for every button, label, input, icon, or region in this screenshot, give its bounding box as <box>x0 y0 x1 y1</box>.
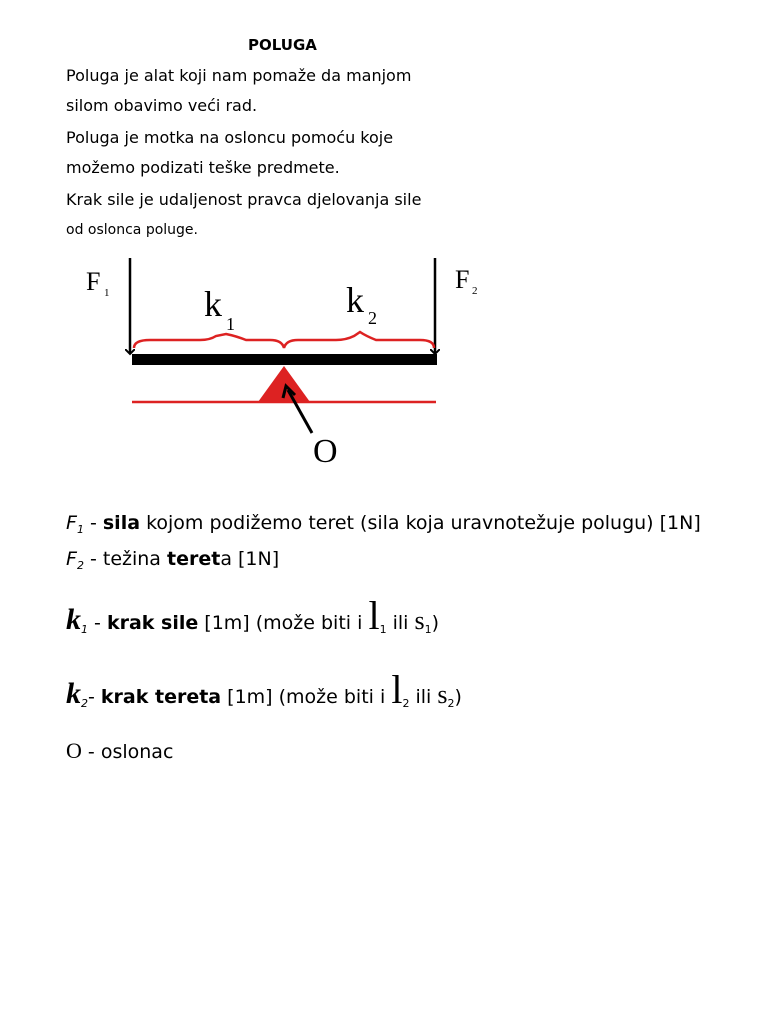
def-k1 <box>66 592 439 639</box>
intro-line-4: možemo podizati teške predmete. <box>66 158 340 177</box>
def-k2-close: ) <box>454 686 462 708</box>
s1-symbol: s <box>414 606 425 635</box>
k2-symbol-sub: 2 <box>81 697 88 710</box>
f2-label: F <box>455 265 470 294</box>
f1-symbol-sub: 1 <box>76 523 84 536</box>
lever-diagram <box>60 250 500 470</box>
def-k2-ili: ili <box>409 686 438 708</box>
def-f2-text: a [1N] <box>220 548 280 570</box>
k2-symbol: k <box>66 677 81 710</box>
f2-symbol: F <box>66 548 77 570</box>
def-k2-bold: krak tereta <box>100 686 222 708</box>
def-f1-text: kojom podižemo teret (sila koja uravnotežuje polugu) [1N] <box>140 512 701 534</box>
arm-braces <box>134 332 434 348</box>
k1-symbol: k <box>66 603 81 636</box>
k1-label: k <box>204 284 222 324</box>
def-f2-pre: - težina <box>83 548 167 570</box>
def-o <box>66 738 173 764</box>
k1-subscript: 1 <box>226 314 235 334</box>
def-k2 <box>66 666 462 713</box>
intro-line-2: silom obavimo veći rad. <box>66 96 258 115</box>
f1-subscript: 1 <box>104 287 110 299</box>
o-label: O <box>313 433 338 470</box>
f1-label: F <box>86 267 101 296</box>
def-k1-close: ) <box>431 612 440 634</box>
s1-symbol-sub: 1 <box>424 623 432 636</box>
def-f1-dash: - <box>83 512 103 534</box>
f1-symbol: F <box>66 512 77 534</box>
l1-symbol-sub: 1 <box>379 623 387 636</box>
def-k2-text: [1m] (može biti i <box>221 686 392 708</box>
l2-symbol-sub: 2 <box>402 697 410 710</box>
def-k1-ili: ili <box>386 612 415 634</box>
s2-symbol: s <box>437 680 448 709</box>
l1-symbol: l <box>368 593 380 638</box>
intro-line-5: Krak sile je udaljenost pravca djelovanja sile <box>66 190 422 209</box>
lever-bar <box>132 354 437 365</box>
page-title: POLUGA <box>248 36 317 54</box>
f2-symbol-sub: 2 <box>76 559 84 572</box>
def-f2 <box>66 548 279 572</box>
def-f2-bold: teret <box>167 548 221 570</box>
f2-subscript: 2 <box>472 285 478 297</box>
def-o-text: - oslonac <box>81 741 174 763</box>
def-k1-text: [1m] (može biti i <box>198 612 369 634</box>
intro-line-6: od oslonca poluge. <box>66 222 198 238</box>
def-k2-dash: - <box>88 686 101 708</box>
def-k1-bold: krak sile <box>106 612 199 634</box>
k1-symbol-sub: 1 <box>81 623 88 636</box>
def-f1-bold: sila <box>102 512 141 534</box>
l2-symbol: l <box>391 667 403 712</box>
k2-label: k <box>346 280 364 320</box>
o-symbol: O <box>66 738 82 763</box>
k2-subscript: 2 <box>368 308 377 328</box>
def-k1-dash: - <box>88 612 107 634</box>
intro-line-3: Poluga je motka na osloncu pomoću koje <box>66 128 394 147</box>
intro-line-1: Poluga je alat koji nam pomaže da manjom <box>66 66 412 85</box>
def-f1 <box>66 512 701 536</box>
s2-symbol-sub: 2 <box>447 697 455 710</box>
